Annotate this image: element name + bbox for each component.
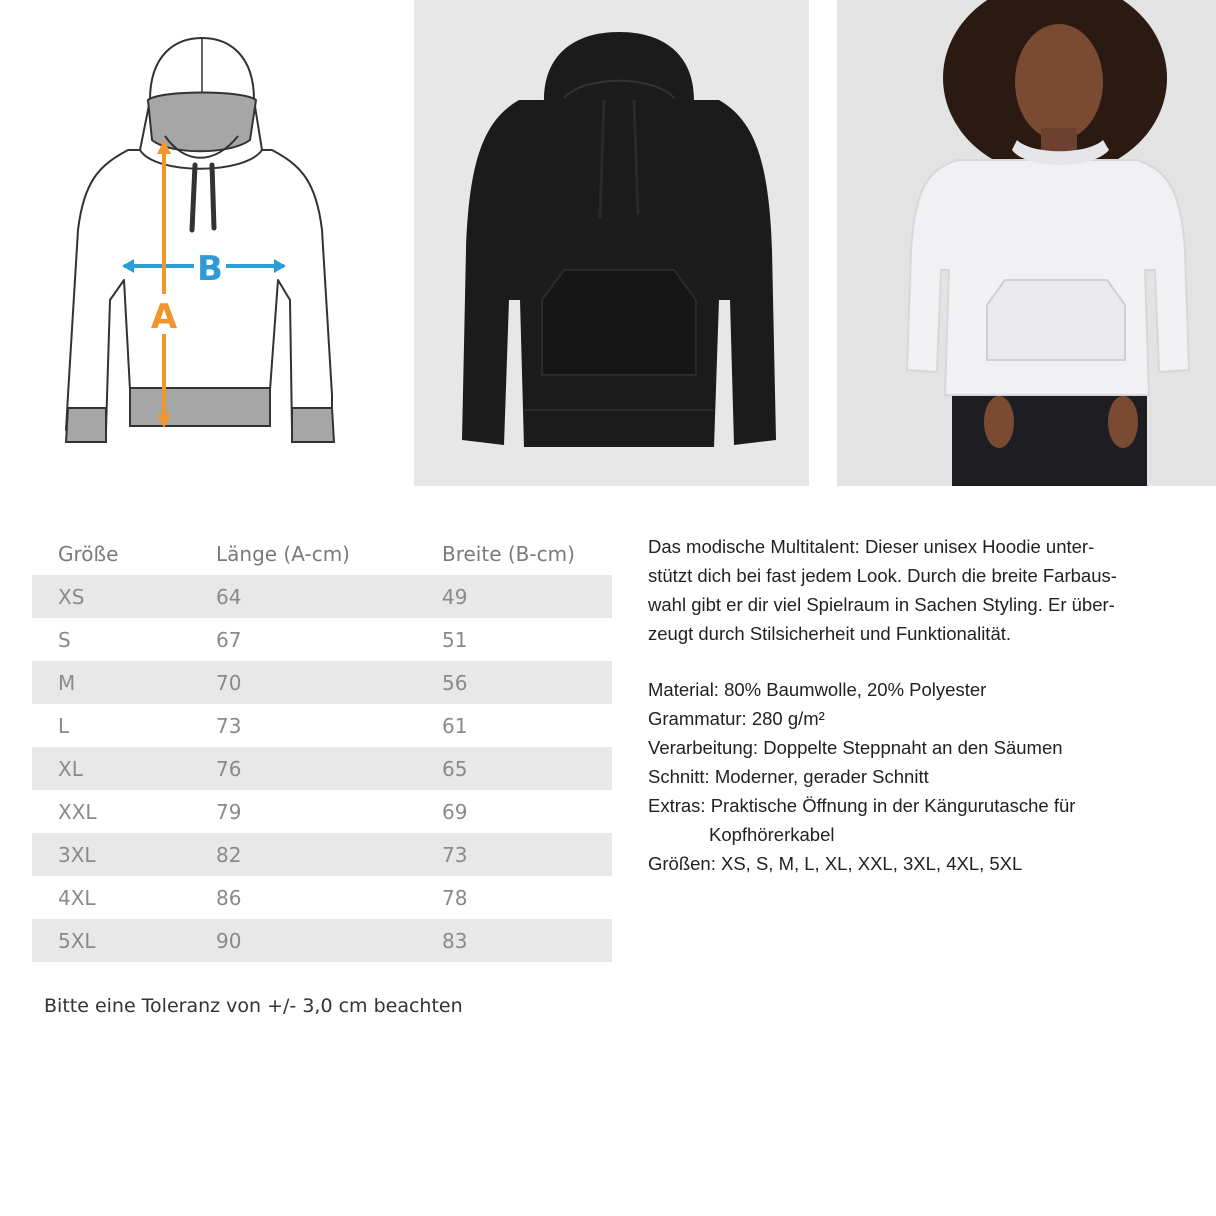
spec-sizes (648, 849, 1196, 878)
intro-line: Das modische Multitalent: Dieser unisex Hoodie unter- (648, 536, 1095, 557)
size-table (32, 532, 612, 962)
spec-extras (648, 791, 1196, 820)
spec-value: Praktische Öffnung in der Kängurutasche für (710, 795, 1076, 816)
cell-length: 86 (216, 885, 242, 910)
table-row (32, 704, 612, 747)
spec-cut (648, 762, 1196, 791)
label-b: B (197, 249, 223, 289)
cell-size: L (58, 713, 70, 738)
spec-extras-continued (648, 820, 1196, 849)
intro-line: wahl gibt er dir viel Spielraum in Sachen Styling. Er über- (648, 594, 1115, 615)
spec-key: Grammatur: (648, 708, 752, 729)
spec-value: Kopfhörerkabel (709, 824, 835, 845)
spec-key: Schnitt: (648, 766, 715, 787)
spec-key: Verarbeitung: (648, 737, 764, 758)
intro-line: zeugt durch Stilsicherheit und Funktionalität. (648, 623, 1012, 644)
spec-grammage (648, 704, 1196, 733)
cell-length: 73 (216, 713, 242, 738)
person-white-hoodie-icon (837, 0, 1216, 486)
table-row (32, 833, 612, 876)
spec-key: Größen: (648, 853, 721, 874)
cell-width: 56 (442, 661, 612, 704)
table-row (32, 747, 612, 790)
header-size: Größe (58, 541, 119, 566)
cell-length: 82 (216, 833, 442, 876)
table-row (32, 876, 612, 919)
spec-key: Material: (648, 679, 725, 700)
spec-material (648, 675, 1196, 704)
cell-length: 76 (216, 747, 442, 790)
product-description (648, 532, 1196, 878)
cell-size: S (58, 627, 71, 652)
table-header-row (32, 532, 612, 575)
intro-line: stützt dich bei fast jedem Look. Durch die breite Farbaus- (648, 565, 1117, 586)
cell-length: 70 (216, 661, 442, 704)
cell-size: M (32, 661, 216, 704)
spec-value: 280 g/m² (751, 708, 825, 729)
cell-width: 83 (442, 919, 612, 962)
spec-value: Moderner, gerader Schnitt (714, 766, 929, 787)
spec-value: XS, S, M, L, XL, XXL, 3XL, 4XL, 5XL (721, 853, 1023, 874)
cell-width: 69 (442, 799, 468, 824)
cell-size: XS (32, 575, 216, 618)
tolerance-note: Bitte eine Toleranz von +/- 3,0 cm beachten (44, 995, 463, 1017)
product-image (414, 0, 809, 486)
cell-size: XXL (58, 799, 97, 824)
label-a: A (150, 297, 178, 337)
spec-list (648, 675, 1196, 878)
cell-width: 78 (442, 885, 468, 910)
cell-length: 90 (216, 919, 442, 962)
spec-value: Doppelte Steppnaht an den Säumen (763, 737, 1063, 758)
cell-length: 79 (216, 799, 242, 824)
table-row (32, 790, 612, 833)
cell-length: 64 (216, 575, 442, 618)
table-row (32, 575, 612, 618)
cell-width: 65 (442, 747, 612, 790)
cell-width: 51 (442, 627, 468, 652)
table-row (32, 661, 612, 704)
spec-key: Extras: (648, 795, 711, 816)
table-row (32, 618, 612, 661)
hoodie-measurement-diagram (0, 0, 400, 486)
cell-size: XL (32, 747, 216, 790)
cell-width: 61 (442, 713, 468, 738)
intro-text (648, 532, 1196, 648)
model-image (837, 0, 1216, 486)
cell-size: 4XL (58, 885, 96, 910)
cell-size: 3XL (32, 833, 216, 876)
cell-length: 67 (216, 627, 242, 652)
hoodie-outline-icon (0, 0, 400, 486)
spec-processing (648, 733, 1196, 762)
header-length: Länge (A-cm) (216, 541, 350, 566)
spec-value: 80% Baumwolle, 20% Polyester (724, 679, 987, 700)
table-row (32, 919, 612, 962)
cell-size: 5XL (32, 919, 216, 962)
hoodie-black-icon (414, 0, 809, 486)
cell-width: 49 (442, 575, 612, 618)
header-width: Breite (B-cm) (442, 541, 575, 566)
cell-width: 73 (442, 833, 612, 876)
